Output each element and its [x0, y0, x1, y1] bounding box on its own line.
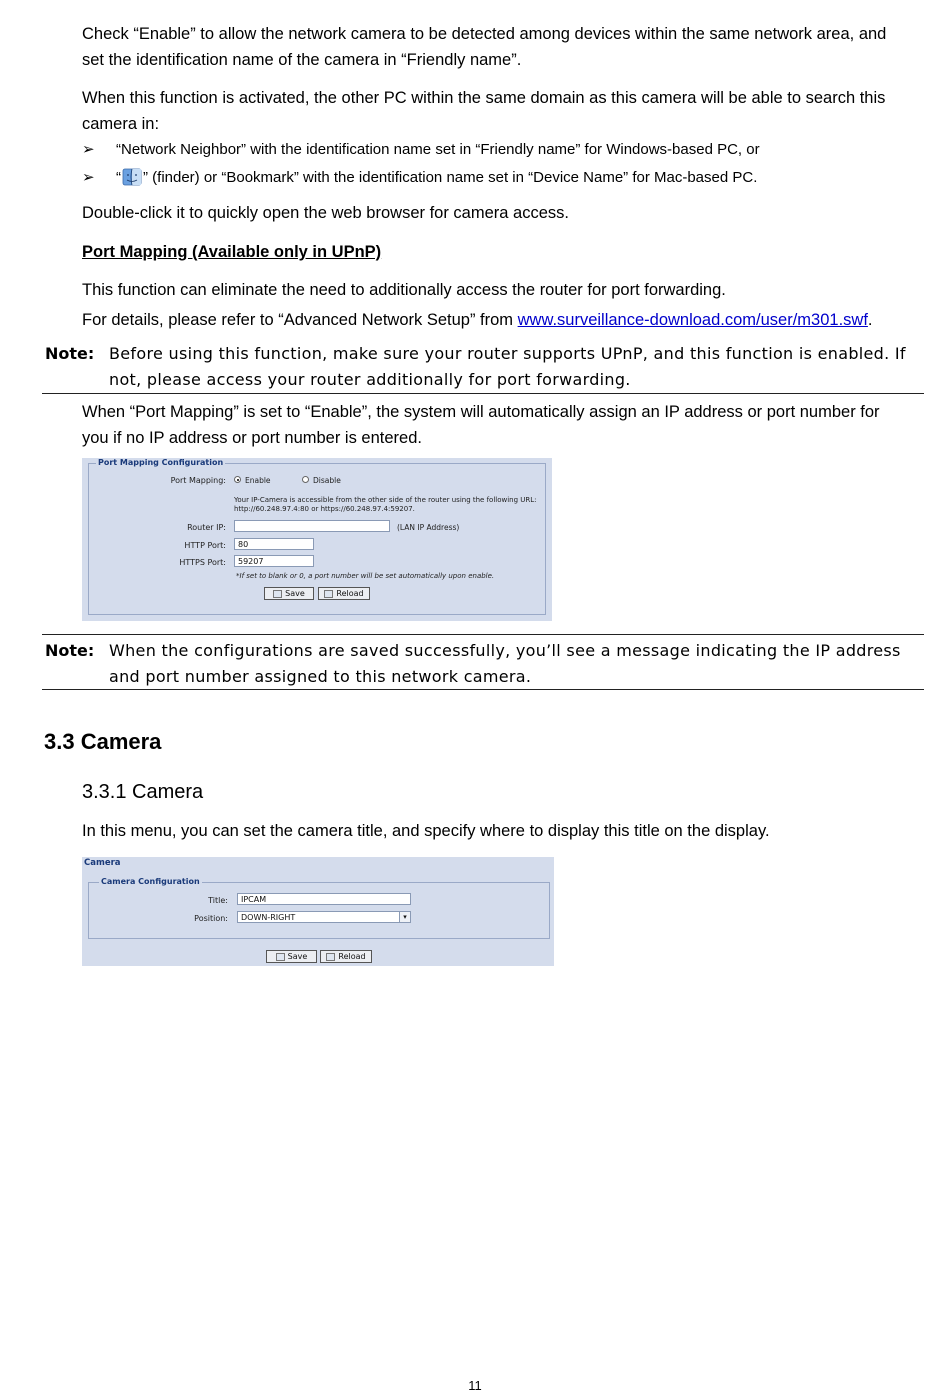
paragraph-camera-menu: In this menu, you can set the camera title, and specify where to display this title on the display.	[82, 822, 770, 840]
paragraph-enable-intro	[82, 21, 922, 73]
paragraph-port-mapping-enable	[82, 399, 922, 451]
position-select-value: DOWN-RIGHT	[241, 913, 296, 922]
paragraph-function-activated	[82, 85, 922, 137]
https-port-input[interactable]: 59207	[234, 555, 314, 567]
divider	[42, 689, 924, 690]
surveillance-download-link[interactable]: www.surveillance-download.com/user/m301.swf	[517, 311, 868, 329]
position-select[interactable]	[237, 911, 411, 923]
text-line: When “Port Mapping” is set to “Enable”, the system will automatically assign an IP address or port number for	[82, 403, 880, 421]
url-info-line: http://60.248.97.4:80 or https://60.248.97.4:59207.	[234, 505, 415, 513]
https-port-label: HTTPS Port:	[179, 558, 226, 567]
position-label: Position:	[194, 914, 228, 923]
note-body	[109, 638, 924, 690]
text-line: Before using this function, make sure your router supports UPnP, and this function is enabled. If	[109, 344, 906, 363]
text-line: When this function is activated, the other PC within the same domain as this camera will be able to search this	[82, 89, 886, 107]
note-label: Note:	[45, 641, 95, 660]
chevron-down-icon[interactable]: ▾	[399, 912, 410, 922]
title-label: Title:	[208, 896, 228, 905]
save-icon	[273, 590, 282, 598]
save-button[interactable]	[266, 950, 317, 963]
port-mapping-config-panel	[82, 458, 552, 621]
url-info-line: Your IP-Camera is accessible from the other side of the router using the following URL:	[234, 496, 537, 504]
section-heading: 3.3 Camera	[44, 729, 162, 754]
port-mapping-heading	[82, 239, 922, 265]
text-line: not, please access your router additionally for port forwarding.	[109, 370, 631, 389]
bullet-text-rest: ” (finder) or “Bookmark” with the identification name set in “Device Name” for Mac-based PC.	[143, 169, 758, 186]
lan-ip-note: (LAN IP Address)	[397, 523, 460, 532]
text-pre: For details, please refer to “Advanced Network Setup” from	[82, 311, 518, 329]
text-line: camera in:	[82, 115, 160, 133]
note-label: Note:	[45, 344, 95, 363]
reload-icon	[324, 590, 333, 598]
port-mapping-label: Port Mapping:	[170, 476, 226, 485]
disable-radio-label: Disable	[313, 476, 341, 485]
fieldset-border	[88, 463, 546, 615]
reload-button-label: Reload	[338, 952, 366, 961]
heading-text: Port Mapping (Available only in UPnP)	[82, 243, 382, 261]
subsection-heading: 3.3.1 Camera	[82, 781, 204, 803]
reload-button[interactable]	[320, 950, 372, 963]
camera-config-panel	[82, 857, 554, 966]
paragraph-double-click: Double-click it to quickly open the web browser for camera access.	[82, 204, 569, 222]
panel-header: Camera	[84, 858, 121, 868]
save-button-label: Save	[287, 952, 308, 961]
text-line: set the identification name of the camera in “Friendly name”.	[82, 51, 522, 69]
divider	[42, 634, 924, 635]
quote-open: “	[116, 169, 121, 186]
enable-radio-label: Enable	[245, 476, 271, 485]
panel-legend: Camera Configuration	[101, 877, 200, 886]
note-body	[109, 341, 924, 393]
reload-icon	[326, 953, 335, 961]
bullet-text	[116, 168, 757, 188]
page-number: 11	[468, 1378, 482, 1393]
reload-button-label: Reload	[336, 589, 364, 598]
text-post: .	[867, 311, 873, 329]
router-ip-label: Router IP:	[187, 523, 226, 532]
divider	[42, 393, 924, 394]
save-button-label: Save	[285, 589, 305, 598]
text-line: When the configurations are saved successfully, you’ll see a message indicating the IP address	[109, 641, 901, 660]
save-icon	[276, 953, 285, 961]
text-line: and port number assigned to this network camera.	[109, 667, 532, 686]
router-ip-input[interactable]	[234, 520, 390, 532]
http-port-input[interactable]: 80	[234, 538, 314, 550]
paragraph-details	[82, 307, 922, 333]
reload-button[interactable]	[318, 587, 370, 600]
finder-icon	[122, 168, 142, 186]
enable-radio[interactable]	[234, 476, 241, 483]
save-button[interactable]	[264, 587, 314, 600]
disable-radio[interactable]	[302, 476, 309, 483]
paragraph-port-forwarding: This function can eliminate the need to additionally access the router for port forwarding.	[82, 281, 726, 299]
text-line: Check “Enable” to allow the network camera to be detected among devices within the same network area, and	[82, 25, 887, 43]
text-line: you if no IP address or port number is entered.	[82, 429, 422, 447]
footnote: *If set to blank or 0, a port number will be set automatically upon enable.	[236, 572, 495, 580]
arrow-bullet-icon: ➢	[82, 169, 95, 186]
title-input[interactable]: IPCAM	[237, 893, 411, 905]
bullet-text: “Network Neighbor” with the identification name set in “Friendly name” for Windows-based PC, or	[116, 141, 760, 158]
http-port-label: HTTP Port:	[184, 541, 226, 550]
arrow-bullet-icon: ➢	[82, 141, 95, 158]
panel-legend: Port Mapping Configuration	[98, 458, 224, 467]
